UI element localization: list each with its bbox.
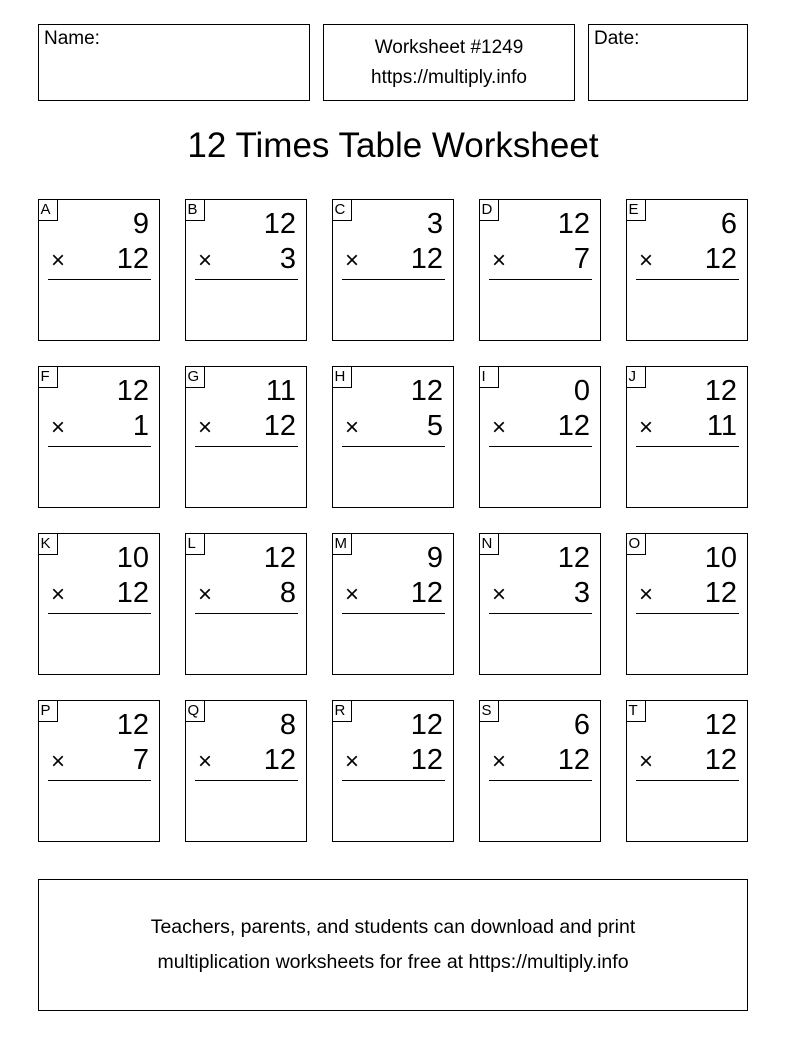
answer-line bbox=[195, 279, 298, 280]
problem-card bbox=[626, 533, 748, 675]
problem-top-number: 12 bbox=[263, 542, 296, 574]
problem-top-number: 12 bbox=[116, 375, 149, 407]
times-sign: × bbox=[198, 748, 213, 775]
times-sign: × bbox=[345, 247, 360, 274]
answer-line bbox=[342, 613, 445, 614]
problem-card bbox=[332, 366, 454, 508]
problem-letter: F bbox=[38, 366, 58, 388]
problem-top-number: 12 bbox=[704, 375, 737, 407]
name-label: Name: bbox=[44, 28, 100, 49]
problem-letter: P bbox=[38, 700, 58, 722]
problem-bottom-number: 3 bbox=[573, 577, 590, 609]
problem-letter: R bbox=[332, 700, 352, 722]
times-sign: × bbox=[492, 414, 507, 441]
footer-line-2: multiplication worksheets for free at https://multiply.info bbox=[157, 951, 629, 973]
problem-card bbox=[185, 533, 307, 675]
problem-card bbox=[479, 700, 601, 842]
problem-top-number: 12 bbox=[557, 542, 590, 574]
times-sign: × bbox=[198, 414, 213, 441]
answer-line bbox=[489, 780, 592, 781]
problem-bottom-number: 12 bbox=[704, 744, 737, 776]
problem-letter: I bbox=[479, 366, 499, 388]
problem-card bbox=[332, 199, 454, 341]
footer-box bbox=[38, 879, 748, 1011]
problem-bottom-number: 12 bbox=[116, 243, 149, 275]
answer-line bbox=[636, 279, 739, 280]
problem-top-number: 12 bbox=[116, 709, 149, 741]
date-label: Date: bbox=[594, 28, 640, 49]
times-sign: × bbox=[51, 581, 66, 608]
answer-line bbox=[48, 446, 151, 447]
problem-letter: A bbox=[38, 199, 58, 221]
problem-card bbox=[332, 700, 454, 842]
times-sign: × bbox=[639, 748, 654, 775]
problem-card bbox=[38, 366, 160, 508]
problem-letter: E bbox=[626, 199, 646, 221]
problem-bottom-number: 12 bbox=[557, 410, 590, 442]
problem-card bbox=[38, 700, 160, 842]
problem-letter: T bbox=[626, 700, 646, 722]
problem-bottom-number: 7 bbox=[573, 243, 590, 275]
problem-letter: J bbox=[626, 366, 646, 388]
problem-card bbox=[332, 533, 454, 675]
problem-card bbox=[626, 700, 748, 842]
problem-top-number: 12 bbox=[410, 375, 443, 407]
problem-bottom-number: 1 bbox=[132, 410, 149, 442]
problem-top-number: 8 bbox=[279, 709, 296, 741]
problem-letter: B bbox=[185, 199, 205, 221]
problem-top-number: 10 bbox=[704, 542, 737, 574]
answer-line bbox=[195, 780, 298, 781]
problem-letter: L bbox=[185, 533, 205, 555]
times-sign: × bbox=[51, 247, 66, 274]
problem-top-number: 6 bbox=[573, 709, 590, 741]
answer-line bbox=[342, 279, 445, 280]
problem-bottom-number: 12 bbox=[263, 744, 296, 776]
answer-line bbox=[195, 446, 298, 447]
answer-line bbox=[48, 279, 151, 280]
times-sign: × bbox=[492, 748, 507, 775]
times-sign: × bbox=[492, 247, 507, 274]
problem-card bbox=[38, 533, 160, 675]
worksheet-info-box bbox=[323, 24, 575, 101]
times-sign: × bbox=[492, 581, 507, 608]
answer-line bbox=[195, 613, 298, 614]
problem-letter: O bbox=[626, 533, 646, 555]
problem-top-number: 11 bbox=[265, 375, 296, 407]
problem-top-number: 10 bbox=[116, 542, 149, 574]
problem-letter: S bbox=[479, 700, 499, 722]
problem-card bbox=[626, 366, 748, 508]
answer-line bbox=[489, 613, 592, 614]
answer-line bbox=[489, 279, 592, 280]
times-sign: × bbox=[345, 748, 360, 775]
answer-line bbox=[342, 446, 445, 447]
problem-letter: G bbox=[185, 366, 205, 388]
problem-card bbox=[185, 366, 307, 508]
times-sign: × bbox=[345, 581, 360, 608]
times-sign: × bbox=[51, 414, 66, 441]
problem-top-number: 6 bbox=[720, 208, 737, 240]
answer-line bbox=[48, 780, 151, 781]
problem-letter: C bbox=[332, 199, 352, 221]
times-sign: × bbox=[51, 748, 66, 775]
problem-top-number: 3 bbox=[426, 208, 443, 240]
page-title: 12 Times Table Worksheet bbox=[187, 126, 599, 165]
problem-top-number: 12 bbox=[263, 208, 296, 240]
footer-line-1: Teachers, parents, and students can download and print bbox=[150, 916, 636, 938]
problem-card bbox=[185, 199, 307, 341]
problem-bottom-number: 12 bbox=[116, 577, 149, 609]
problem-bottom-number: 3 bbox=[279, 243, 296, 275]
problem-bottom-number: 12 bbox=[557, 744, 590, 776]
answer-line bbox=[489, 446, 592, 447]
problem-letter: K bbox=[38, 533, 58, 555]
problem-letter: M bbox=[332, 533, 352, 555]
problem-bottom-number: 12 bbox=[410, 744, 443, 776]
problem-card bbox=[479, 533, 601, 675]
problem-bottom-number: 12 bbox=[410, 243, 443, 275]
problem-card bbox=[38, 199, 160, 341]
problem-card bbox=[185, 700, 307, 842]
worksheet-number: Worksheet #1249 bbox=[374, 36, 524, 58]
name-box bbox=[38, 24, 310, 101]
worksheet-url: https://multiply.info bbox=[371, 66, 527, 88]
problem-top-number: 9 bbox=[132, 208, 149, 240]
times-sign: × bbox=[639, 414, 654, 441]
problem-bottom-number: 7 bbox=[132, 744, 149, 776]
problem-bottom-number: 12 bbox=[410, 577, 443, 609]
date-box bbox=[588, 24, 748, 101]
times-sign: × bbox=[639, 247, 654, 274]
problem-letter: H bbox=[332, 366, 352, 388]
problem-bottom-number: 12 bbox=[704, 243, 737, 275]
answer-line bbox=[48, 613, 151, 614]
problem-top-number: 12 bbox=[410, 709, 443, 741]
answer-line bbox=[342, 780, 445, 781]
problem-bottom-number: 5 bbox=[426, 410, 443, 442]
problem-bottom-number: 8 bbox=[279, 577, 296, 609]
problem-top-number: 0 bbox=[573, 375, 590, 407]
answer-line bbox=[636, 780, 739, 781]
problem-card bbox=[479, 199, 601, 341]
problem-letter: N bbox=[479, 533, 499, 555]
problem-letter: D bbox=[479, 199, 499, 221]
problem-bottom-number: 12 bbox=[263, 410, 296, 442]
problem-card bbox=[626, 199, 748, 341]
problem-card bbox=[479, 366, 601, 508]
times-sign: × bbox=[345, 414, 360, 441]
answer-line bbox=[636, 613, 739, 614]
times-sign: × bbox=[198, 247, 213, 274]
answer-line bbox=[636, 446, 739, 447]
problem-bottom-number: 12 bbox=[704, 577, 737, 609]
times-sign: × bbox=[639, 581, 654, 608]
times-sign: × bbox=[198, 581, 213, 608]
problem-top-number: 9 bbox=[426, 542, 443, 574]
problem-bottom-number: 11 bbox=[706, 410, 737, 442]
problem-top-number: 12 bbox=[704, 709, 737, 741]
problem-top-number: 12 bbox=[557, 208, 590, 240]
problem-letter: Q bbox=[185, 700, 205, 722]
